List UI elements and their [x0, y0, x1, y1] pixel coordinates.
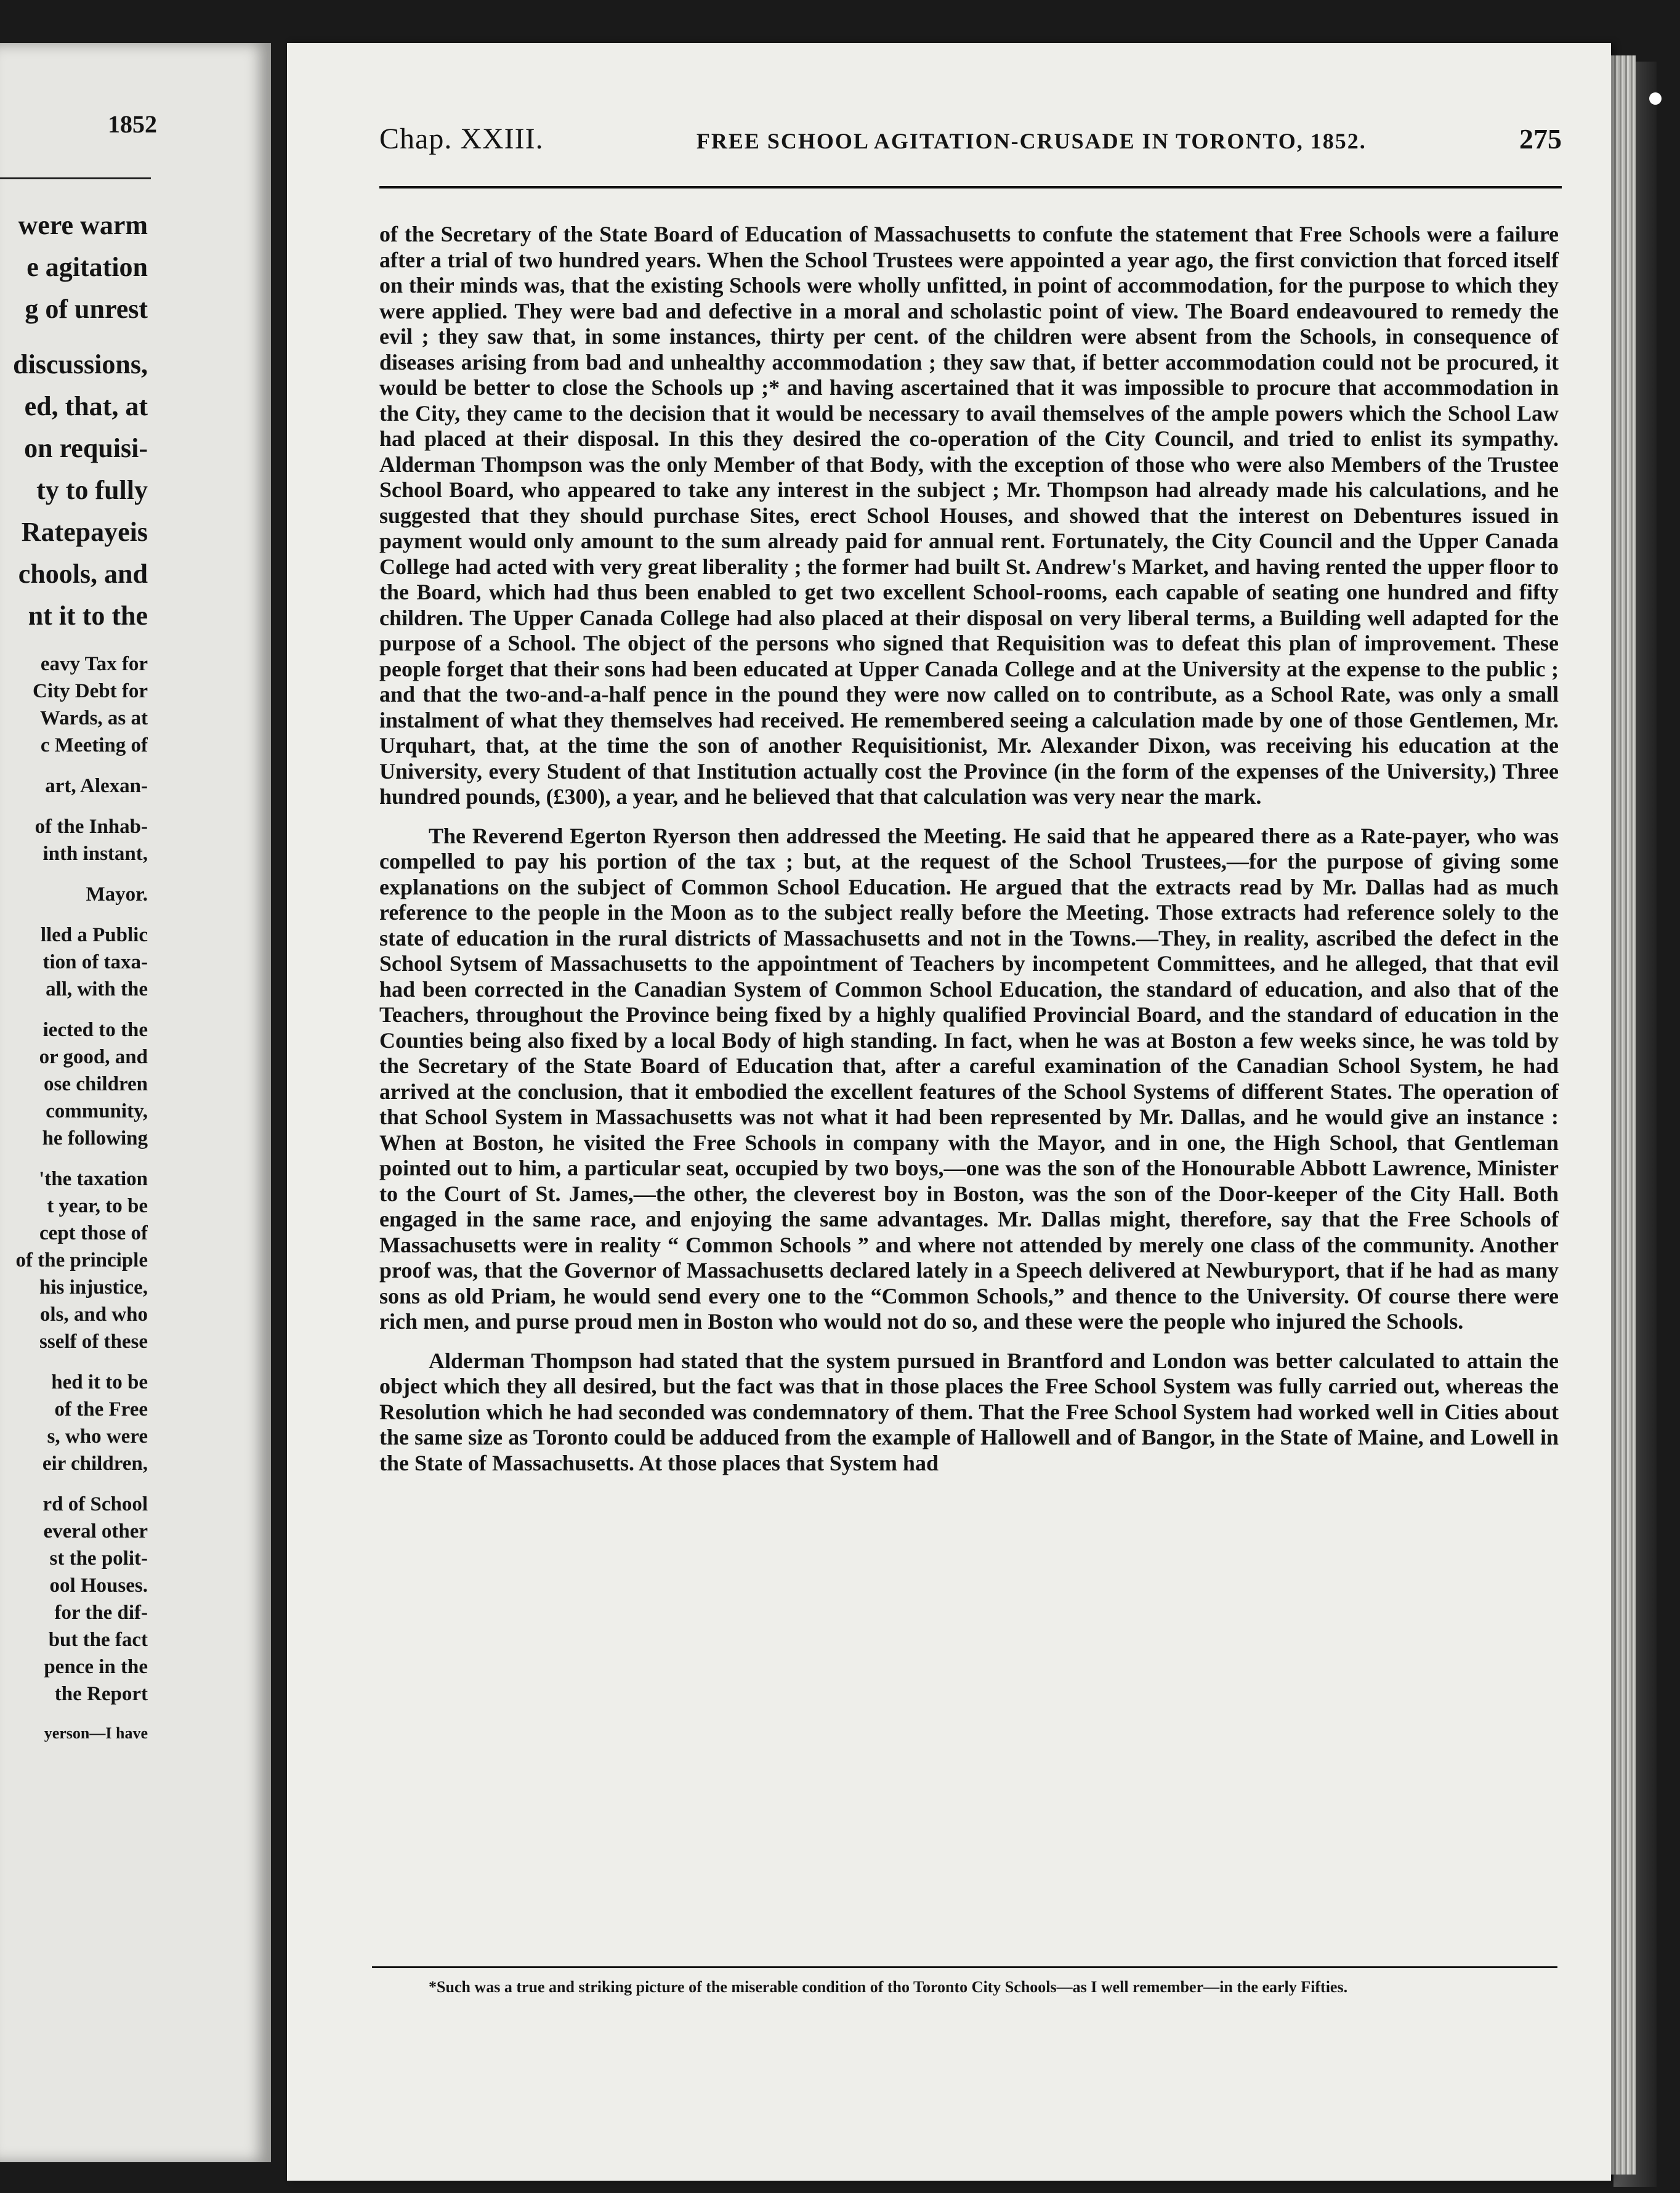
previous-page-line: ols, and who	[39, 1303, 148, 1326]
previous-page-line: everal other	[43, 1520, 148, 1542]
previous-page-line: cept those of	[39, 1222, 148, 1244]
previous-page-line: eir children,	[42, 1453, 148, 1475]
body-text	[379, 222, 1559, 1476]
previous-page-text	[0, 205, 148, 1746]
previous-page-line: iected to the	[42, 1019, 148, 1041]
previous-page-line: e agitation	[26, 252, 148, 282]
previous-page-line: his injustice,	[39, 1276, 148, 1299]
previous-page-line: Ratepayeis	[21, 517, 148, 547]
previous-page-line: he following	[42, 1127, 148, 1149]
footnote: *Such was a true and striking picture of the miserable condition of tho Toronto City Schools—as I well remember—in the early Fifties.	[429, 1978, 1348, 1996]
previous-page-line: Mayor.	[86, 883, 148, 906]
previous-page-line: of the Inhab-	[34, 816, 148, 838]
previous-page-line: hed it to be	[51, 1371, 148, 1393]
previous-page-line: nt it to the	[28, 601, 148, 631]
previous-page-fragment	[0, 43, 271, 2162]
previous-page-line: eavy Tax for	[40, 653, 148, 675]
previous-page-line: City Debt for	[33, 680, 148, 702]
previous-page-line: rd of School	[42, 1493, 148, 1515]
previous-page-line: on requisi-	[24, 433, 148, 463]
previous-page-line: c Meeting of	[40, 734, 148, 756]
previous-page-line: or good, and	[39, 1046, 148, 1068]
running-title: FREE SCHOOL AGITATION-CRUSADE IN TORONTO, 1852.	[696, 129, 1367, 153]
previous-page-header-rule	[0, 177, 151, 179]
previous-page-year: 1852	[108, 110, 157, 138]
previous-page-line: ed, that, at	[24, 391, 148, 421]
previous-page-line: for the dif-	[54, 1602, 148, 1624]
previous-page-line: all, with the	[46, 978, 148, 1000]
paragraph-2: The Reverend Egerton Ryerson then addressed the Meeting. He said that he appeared there as a Rate-payer, who was compelled to pay his portion of the tax ; but, at the request of the School Trustees,—for the purpose of giving some explanations on the subject of Common School Education. He argued that the extracts read by Mr. Dallas had as much reference to the people in the Moon as to the subject really before the Meeting. Those extracts had reference solely to the state of education in the rural districts of Massachusetts and not in the Towns.—They, in reality, ascribed the defect in the School Sytsem of Massachusetts to the appointment of Teachers by incompetent Committees, and he alleged, that that evil had been corrected in the Canadian System of Common School Education, the standard of education, and also that of the Teachers, throughout the Province being fixed by a highly qualified Provincial Board, and the standard of education in the Counties being also fixed by a local Body of high standing. In fact, when he was at Boston a few weeks since, he was told by the Secretary of the State Board of Education that, after a careful examination of the Canadian School System, he had arrived at the conclusion, that it embodied the excellent features of the School Systems of different States. The operation of that School System in Massachusetts was not what it had been represented by Mr. Dallas, and he would give an instance : When at Boston, he visited the Free Schools in company with the Mayor, and in one, the High School, that Gentleman pointed out to him, a particular seat, occupied by two boys,—one was the son of the Honourable Abbott Lawrence, Minister to the Court of St. James,—the other, the cleverest boy in Boston, was the son of the Door-keeper of the City Hall. Both engaged in the same race, and enjoying the same advantages. Mr. Dallas might, therefore, say that the Free Schools of Massachusetts were in reality “ Common Schools ” and where not attended by merely one class of the community. Another proof was, that the Governor of Massachusetts declared lately in a Speech delivered at Newburyport, that if he had as many sons as old Priam, he would send every one to the “Common Schools,” and thence to the University. Of course there were rich men, and purse proud men in Boston who would not do so, and these were the people who injured the Schools.	[379, 823, 1559, 1334]
previous-page-line: community,	[46, 1100, 148, 1122]
previous-page-line: pence in the	[44, 1656, 148, 1678]
dust-speck	[1649, 92, 1662, 105]
previous-page-line: the Report	[54, 1683, 148, 1705]
previous-page-line: yerson—I have	[44, 1724, 148, 1742]
running-header	[379, 122, 1562, 171]
paragraph-3: Alderman Thompson had stated that the system pursued in Brantford and London was better calculated to attain the object which they all desired, but the fact was that in those places the Free School System was fully carried out, whereas the Resolution which he had seconded was condemnatory of them. That the Free School System had worked well in Cities about the same size as Toronto could be adduced from the example of Hallowell and of Bangor, in the State of Maine, and Lowell in the State of Massachusetts. At those places that System had	[379, 1348, 1559, 1475]
footnote-rule	[372, 1966, 1557, 1968]
previous-page-line: ty to fully	[36, 475, 148, 505]
previous-page-line: ose children	[44, 1073, 148, 1095]
previous-page-line: inth instant,	[42, 843, 148, 865]
paragraph-1: of the Secretary of the State Board of Education of Massachusetts to confute the statement that Free Schools were a failure after a trial of two hundred years. When the School Trustees were appointed a year ago, the first conviction that forced itself on their minds was, that the existing Schools were wholly unfitted, in point of accommodation, for the purpose to which they were applied. They were bad and defective in a moral and scholastic point of view. The Board endeavoured to remedy the evil ; they saw that, in some instances, thirty per cent. of the children were absent from the Schools, in consequence of diseases arising from bad and unhealthy accommodation ; they saw that, if better accommodation could not be procured, it would be better to close the Schools up ;* and having ascertained that it was impossible to procure that accommodation in the City, they came to the decision that it would be necessary to avail themselves of the ample powers which the School Law had placed at their disposal. In this they desired the co-operation of the City Council, and tried to enlist its sympathy. Alderman Thompson was the only Member of that Body, with the exception of those who were also Members of the Trustee School Board, who appeared to take any interest in the subject ; Mr. Thompson had already made his calculations, and he suggested that they should purchase Sites, erect School Houses, and showed that the interest on Debentures issued in payment would only amount to the sum already paid for annual rent. Fortunately, the City Council and the Upper Canada College had acted with very great liberality ; the former had built St. Andrew's Market, and having rented the upper floor to the Board, which had thus been enabled to get two excellent School-rooms, each capable of seating one hundred and fifty children. The Upper Canada College had also placed at their disposal on very liberal terms, a Building well adapted for the purpose of a School. The object of the persons who signed that Requisition was to defeat this plan of improvement. These people forget that their sons had been educated at Upper Canada College and at the University at the expense to the public ; and that the two-and-a-half pence in the pound they were now called on to contribute, as a School Rate, was only a small instalment of what they themselves had received. He remembered seeing a calculation made by one of those Gentlemen, Mr. Urquhart, that, at the time the son of another Requisitionist, Mr. Alexander Dixon, was receiving his education at the University, every Student of that Institution actually cost the Province (in the form of the expenses of the University,) Three hundred pounds, (£300), a year, and he believed that that calculation was very near the mark.	[379, 222, 1559, 809]
book-page	[287, 43, 1611, 2181]
previous-page-line: st the polit-	[49, 1547, 148, 1570]
previous-page-line: 'the taxation	[39, 1168, 148, 1190]
previous-page-line: but the fact	[48, 1629, 148, 1651]
previous-page-line: ool Houses.	[49, 1575, 148, 1597]
previous-page-line: g of unrest	[25, 294, 148, 324]
previous-page-line: lled a Public	[40, 924, 148, 946]
previous-page-line: t year, to be	[47, 1195, 148, 1217]
previous-page-line: of the principle	[15, 1249, 148, 1271]
previous-page-line: art, Alexan-	[45, 775, 148, 797]
page-number: 275	[1519, 123, 1562, 155]
chapter-label: Chap. XXIII.	[379, 123, 544, 155]
previous-page-line: discussions,	[13, 349, 148, 379]
previous-page-line: of the Free	[54, 1398, 148, 1421]
previous-page-line: were warm	[18, 210, 148, 240]
previous-page-line: sself of these	[39, 1331, 148, 1353]
header-rule	[379, 186, 1562, 188]
previous-page-line: tion of taxa-	[42, 951, 148, 973]
previous-page-line: Wards, as at	[39, 707, 148, 729]
previous-page-line: chools, and	[18, 559, 148, 589]
previous-page-line: s, who were	[47, 1425, 148, 1448]
